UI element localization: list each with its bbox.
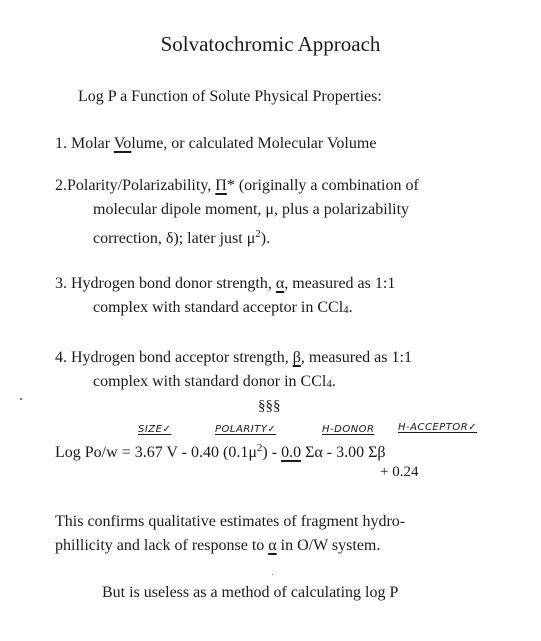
equation-term4: Σα - 3.00 Σβ <box>301 444 386 461</box>
equation-mu-sup: 2 <box>256 442 263 454</box>
item-molar-volume <box>55 132 376 156</box>
item3-line2-post: . <box>348 299 353 316</box>
scan-speck-2 <box>272 574 273 575</box>
log-p-equation <box>55 442 386 462</box>
annotation-polarity: POLARITY✓ <box>215 424 277 435</box>
annotation-h-acceptor: H-ACCEPTOR✓ <box>398 422 478 433</box>
item3-text-pre: 3. Hydrogen bond donor strength, <box>55 275 276 292</box>
item2-line3-post: ). <box>260 230 271 247</box>
equation-term2: ) - <box>262 444 282 461</box>
item3-alpha-symbol: α <box>275 275 285 292</box>
item2-pi-symbol: Π <box>215 177 227 194</box>
item4-line2: complex with standard donor in CCl <box>93 373 327 390</box>
equation-constant: + 0.24 <box>380 464 419 480</box>
conclusion-line2-post: in O/W system. <box>276 537 381 554</box>
item2-text-pre: 2.Polarity/Polarizability, <box>55 177 216 194</box>
item2-line3-sup: 2 <box>255 228 261 240</box>
item4-text-post: , measured as 1:1 <box>300 349 412 366</box>
item2-text-post: * (originally a combination of <box>226 177 419 194</box>
conclusion-line2-pre: phillicity and lack of response to <box>55 537 269 554</box>
item-hbond-donor <box>55 272 395 322</box>
item2-line3-pre: correction, δ); later just μ <box>93 230 256 247</box>
annotation-size: SIZE✓ <box>138 424 172 435</box>
item4-line2-post: . <box>331 373 336 390</box>
page-title: Solvatochromic Approach <box>160 32 381 56</box>
subtitle: Log P a Function of Solute Physical Properties: <box>78 88 382 105</box>
conclusion-line1: This confirms qualitative estimates of fragment hydro- <box>55 513 406 530</box>
equation-lhs: Log Po/w <box>55 444 118 461</box>
item4-beta-symbol: β <box>292 349 301 366</box>
item3-line2: complex with standard acceptor in CCl <box>93 299 344 316</box>
item1-text-pre: 1. Molar <box>55 135 114 152</box>
equation-underlined-coef: 0.0 <box>281 444 302 461</box>
conclusion-alpha: α <box>268 537 277 554</box>
annotation-h-donor: H-DONOR <box>322 424 375 435</box>
item4-line2-sub: 4 <box>326 378 332 390</box>
equation-term1: = 3.67 V - 0.40 (0.1μ <box>117 444 257 461</box>
item-polarity <box>55 174 419 251</box>
footer-statement: But is useless as a method of calculating log P <box>102 584 399 601</box>
item-hbond-acceptor <box>55 346 412 396</box>
item2-line2: molecular dipole moment, μ, plus a polarizability <box>93 201 410 218</box>
scan-speck <box>20 398 22 400</box>
item3-text-post: , measured as 1:1 <box>284 275 396 292</box>
section-mark: §§§ <box>258 398 281 414</box>
item1-text-post: lume, or calculated Molecular Volume <box>131 135 377 152</box>
conclusion-paragraph <box>55 510 405 558</box>
item1-underlined: Vo <box>113 135 132 152</box>
item3-line2-sub: 4 <box>343 304 349 316</box>
item4-text-pre: 4. Hydrogen bond acceptor strength, <box>55 349 293 366</box>
